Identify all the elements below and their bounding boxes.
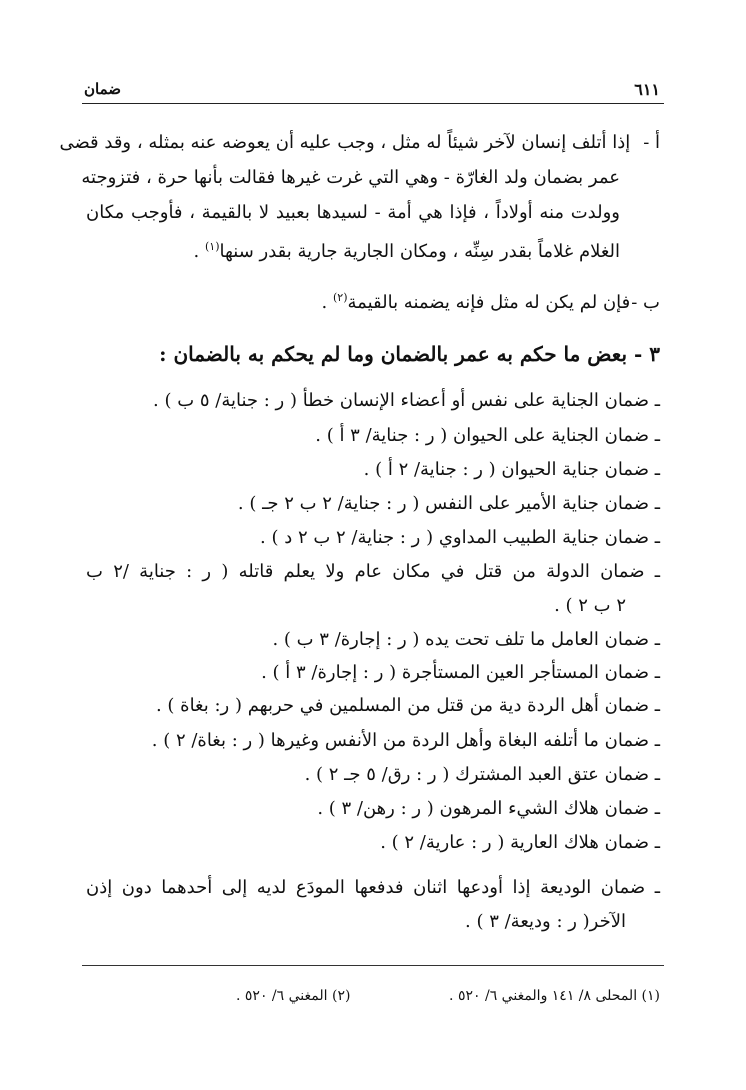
list-item: ـ ضمان هلاك العارية ( ر : عارية/ ٢ ) . (380, 832, 660, 853)
para-b-label: ب - (631, 292, 660, 313)
list-item: ـ ضمان أهل الردة دية من قتل من المسلمين في حربهم ( ر: بغاة ) . (155, 695, 660, 716)
list-item: ـ ضمان جناية الطبيب المداوي ( ر : جناية/ ٢ ب ٢ د ) . (260, 527, 660, 548)
list-item: ـ ضمان الجناية على الحيوان ( ر : جناية/ ٣ أ ) . (315, 425, 660, 446)
page-number: ٦١١ (634, 80, 660, 99)
para-a-text-1: إذا أتلف إنسان لآخر شيئاً له مثل ، وجب عليه أن يعوضه عنه بمثله ، وقد قضى (59, 132, 631, 153)
footnote-divider (82, 965, 664, 966)
list-item: ـ ضمان العامل ما تلف تحت يده ( ر : إجارة/ ٣ ب ) . (272, 629, 660, 650)
header-divider (82, 103, 664, 104)
para-b-end: . (321, 292, 328, 313)
para-a-end: . (193, 241, 200, 262)
list-item: ـ ضمان هلاك الشيء المرهون ( ر : رهن/ ٣ ) . (317, 798, 660, 819)
list-item: ـ ضمان الجناية على نفس أو أعضاء الإنسان خطأ ( ر : جناية/ ٥ ب ) . (153, 390, 660, 411)
list-item-continuation: ٢ ب ٢ ) . (554, 595, 626, 616)
list-item: ـ ضمان الوديعة إذا أودعها اثنان فدفعها المودَع لديه إلى أحدهما دون إذن (86, 877, 660, 898)
list-item: ـ ضمان جناية الأمير على النفس ( ر : جناية/ ٢ ب ٢ جـ ) . (237, 493, 660, 514)
list-item: ـ ضمان الدولة من قتل في مكان عام ولا يعلم قاتله ( ر : جناية /٢ ب (86, 561, 660, 582)
list-item: ـ ضمان جناية الحيوان ( ر : جناية/ ٢ أ ) . (363, 459, 660, 480)
para-a-line-2: عمر بضمان ولد الغارّة - وهي التي غرت غيرها فقالت بأنها حرة ، فتزوجته (81, 167, 620, 188)
section-heading: ٣ - بعض ما حكم به عمر بالضمان وما لم يحكم به بالضمان : (159, 342, 660, 366)
para-b-text: فإن لم يكن له مثل فإنه يضمنه بالقيمة (347, 292, 631, 313)
para-a-line-1 (59, 131, 660, 155)
list-item: ـ ضمان المستأجر العين المستأجرة ( ر : إجارة/ ٣ أ ) . (261, 662, 660, 683)
list-item: ـ ضمان عتق العبد المشترك ( ر : رق/ ٥ جـ ٢ ) . (304, 764, 660, 785)
para-a-text-4: الغلام غلاماً بقدر سِنِّه ، ومكان الجارية جارية بقدر سنها (219, 241, 620, 262)
footnote-2: (٢) المغني ٦/ ٥٢٠ . (236, 988, 351, 1004)
footnote-1: (١) المحلى ٨/ ١٤١ والمغني ٦/ ٥٢٠ . (449, 988, 660, 1004)
para-a-label: أ - (643, 132, 660, 153)
list-item: ـ ضمان ما أتلفه البغاة وأهل الردة من الأنفس وغيرها ( ر : بغاة/ ٢ ) . (151, 730, 660, 751)
para-a-line-4 (86, 235, 620, 264)
running-title: ضمان (84, 80, 121, 98)
list-item-continuation: الآخر( ر : وديعة/ ٣ ) . (465, 911, 626, 932)
footnote-ref-1: (١) (204, 240, 220, 253)
para-a-line-3: وولدت منه أولاداً ، فإذا هي أمة - لسيدها بعبيد لا بالقيمة ، فأوجب مكان (86, 202, 620, 223)
footnote-ref-2: (٢) (333, 291, 348, 304)
para-b-line (86, 286, 660, 315)
